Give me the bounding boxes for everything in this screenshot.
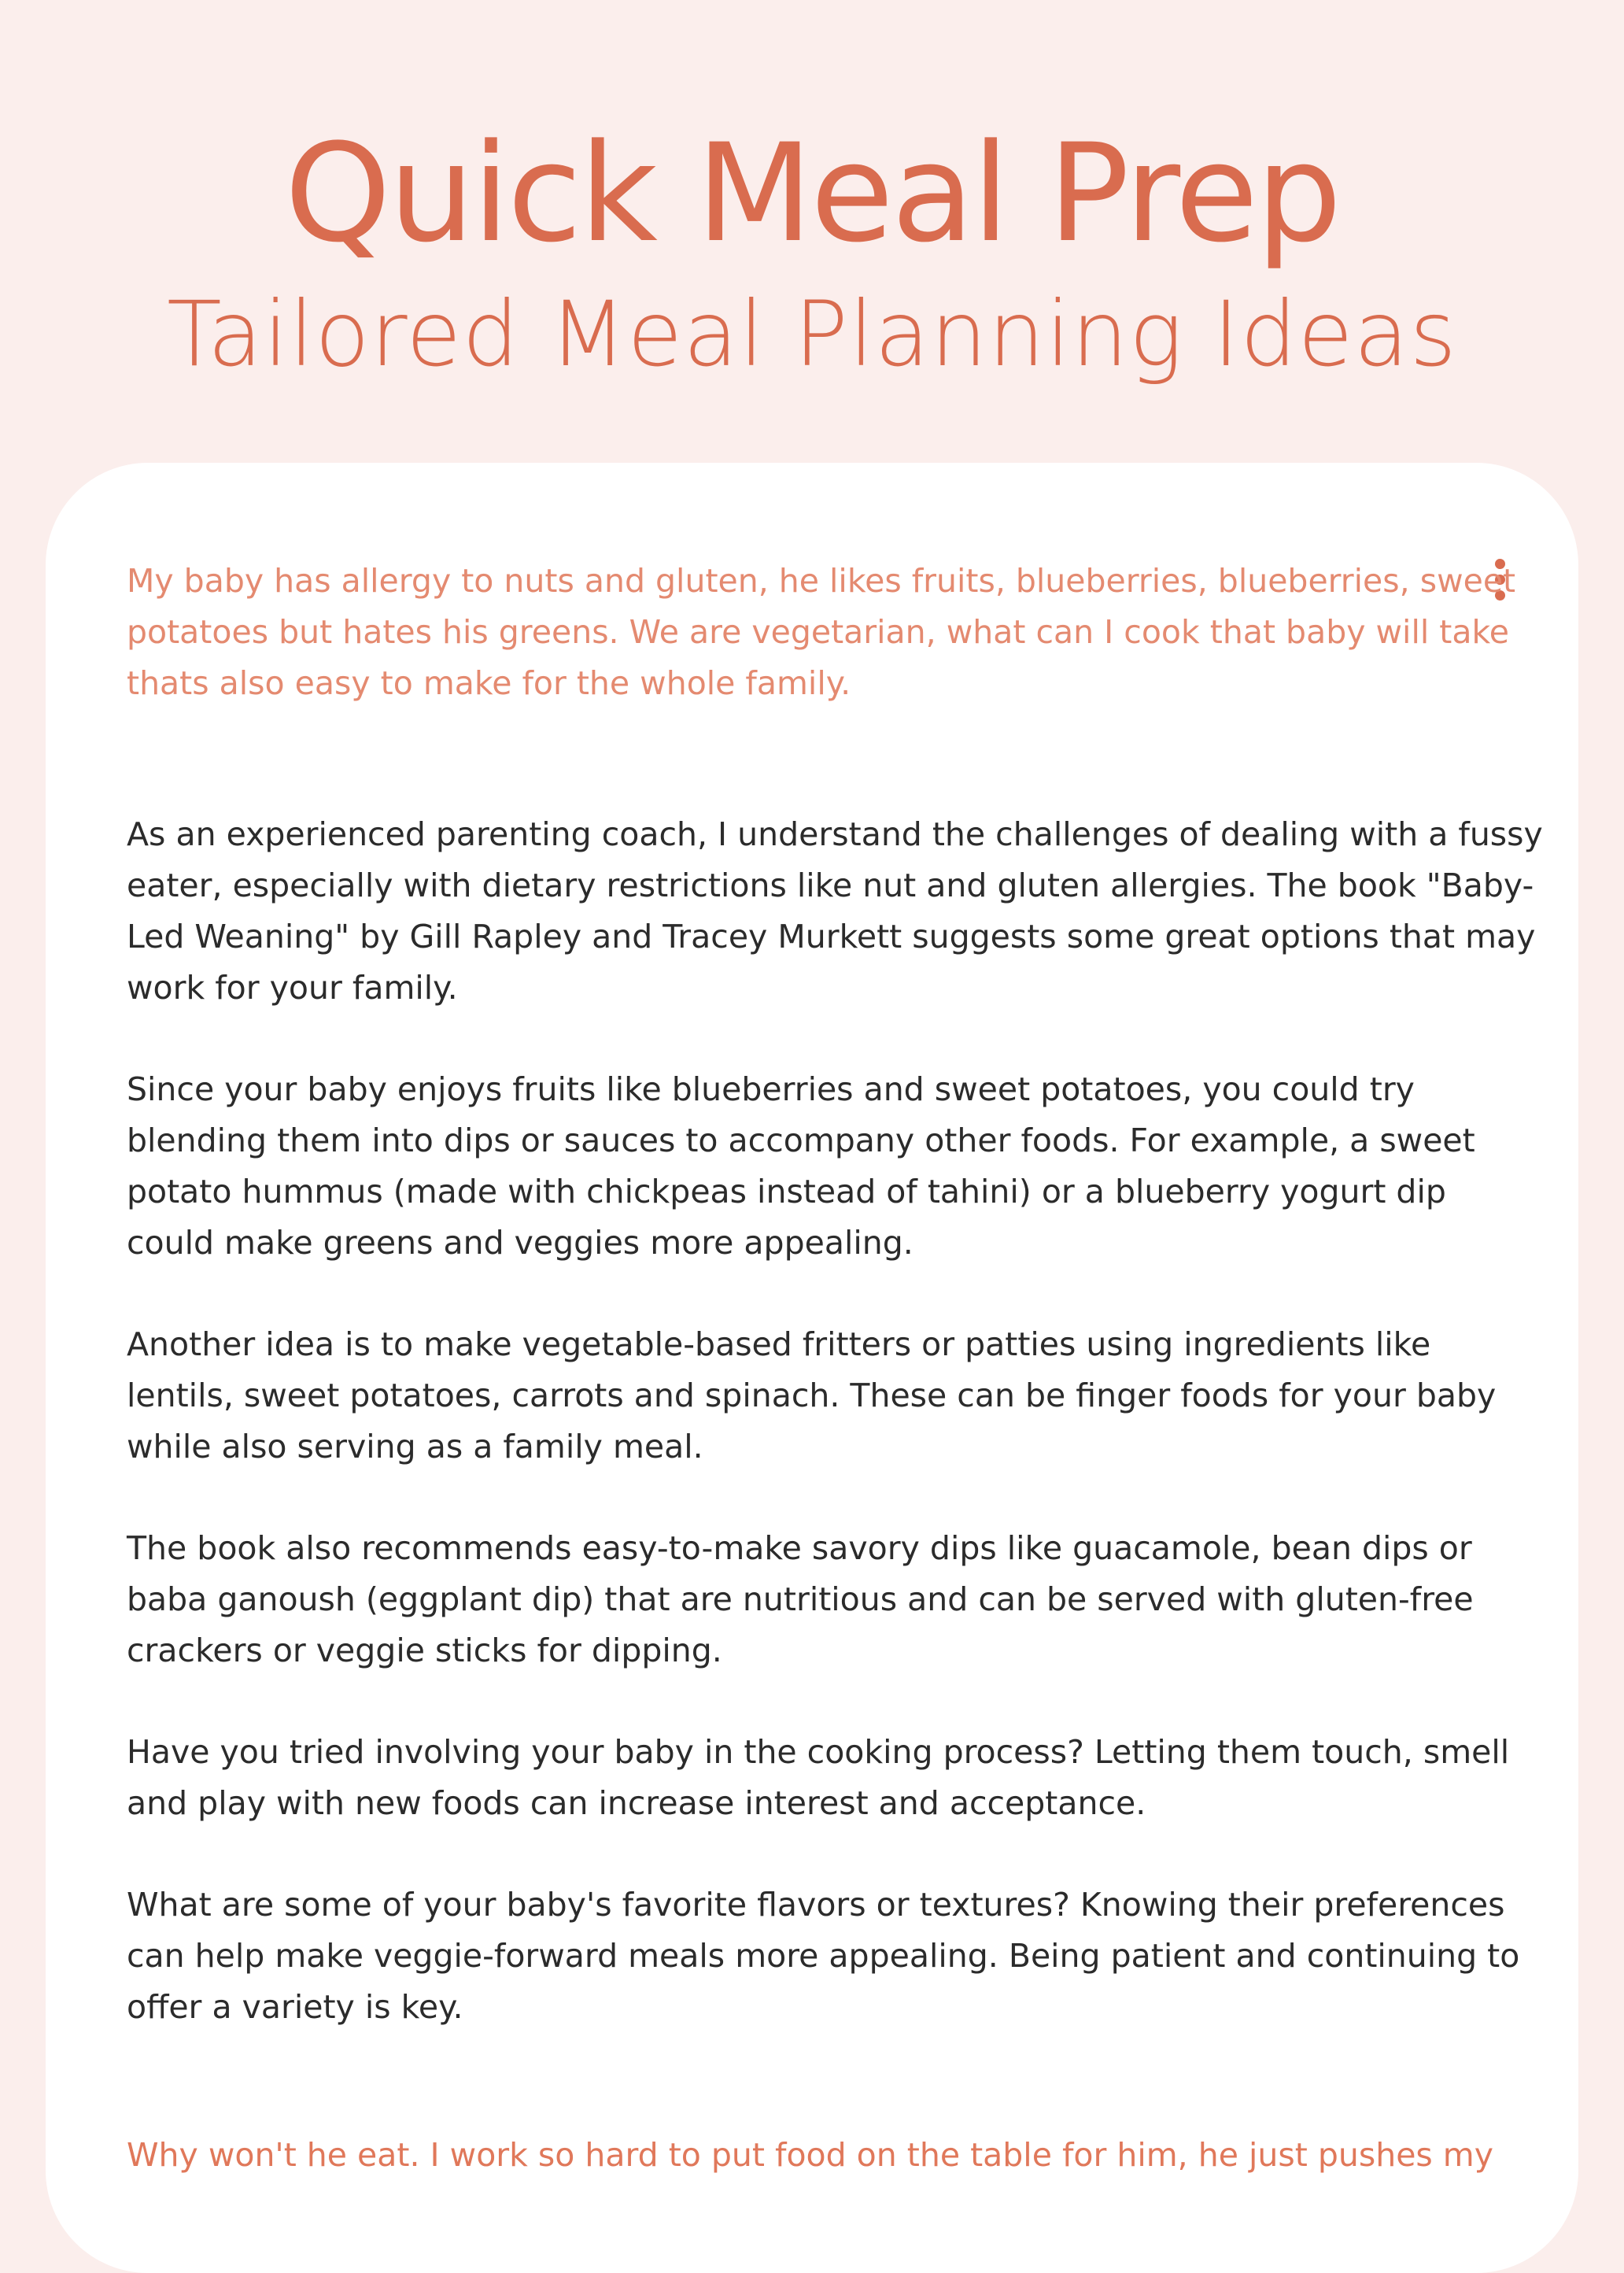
page-title: Quick Meal Prep bbox=[284, 114, 1340, 272]
reply-paragraph: What are some of your baby's favorite flavors or textures? Knowing their preferences can help make veggie-forward meals more appealing. Being patient and continuing to offer a variety is key. bbox=[127, 1886, 1520, 2026]
reply-paragraph: Another idea is to make vegetable-based fritters or patties using ingredients like lentils, sweet potatoes, carrots and spinach. These can be finger foods for your baby while also serving as a family meal. bbox=[127, 1325, 1497, 1465]
reply-paragraph: Have you tried involving your baby in the cooking process? Letting them touch, smell and play with new foods can increase interest and acceptance. bbox=[127, 1733, 1510, 1822]
reply-paragraph: The book also recommends easy-to-make savory dips like guacamole, bean dips or baba ganoush (eggplant dip) that are nutritious and can be served with gluten-free crackers or veggie sticks for dipping. bbox=[127, 1529, 1474, 1669]
reply-paragraph: As an experienced parenting coach, I understand the challenges of dealing with a fussy eater, especially with dietary restrictions like nut and gluten allergies. The book "Baby-Led Weaning" by Gill Rapley and Tracey Murkett suggests some great options that may work for your family. bbox=[127, 815, 1543, 1007]
chat-card bbox=[46, 463, 1578, 2273]
user-message: My baby has allergy to nuts and gluten, he likes fruits, blueberries, blueberries, sweet potatoes but hates his greens. We are vegetarian, what can I cook that baby will take thats also easy to make for the whole family. bbox=[127, 562, 1516, 702]
user-message: Why won't he eat. I work so hard to put food on the table for him, he just pushes my bbox=[127, 2136, 1494, 2174]
assistant-reply bbox=[127, 809, 1543, 2083]
reply-paragraph: Since your baby enjoys fruits like blueberries and sweet potatoes, you could try blending them into dips or sauces to accompany other foods. For example, a sweet potato hummus (made with chickpeas instead of tahini) or a blueberry yogurt dip could make greens and veggies more appealing. bbox=[127, 1070, 1475, 1262]
page-subtitle: Tailored Meal Planning Ideas bbox=[167, 282, 1457, 386]
